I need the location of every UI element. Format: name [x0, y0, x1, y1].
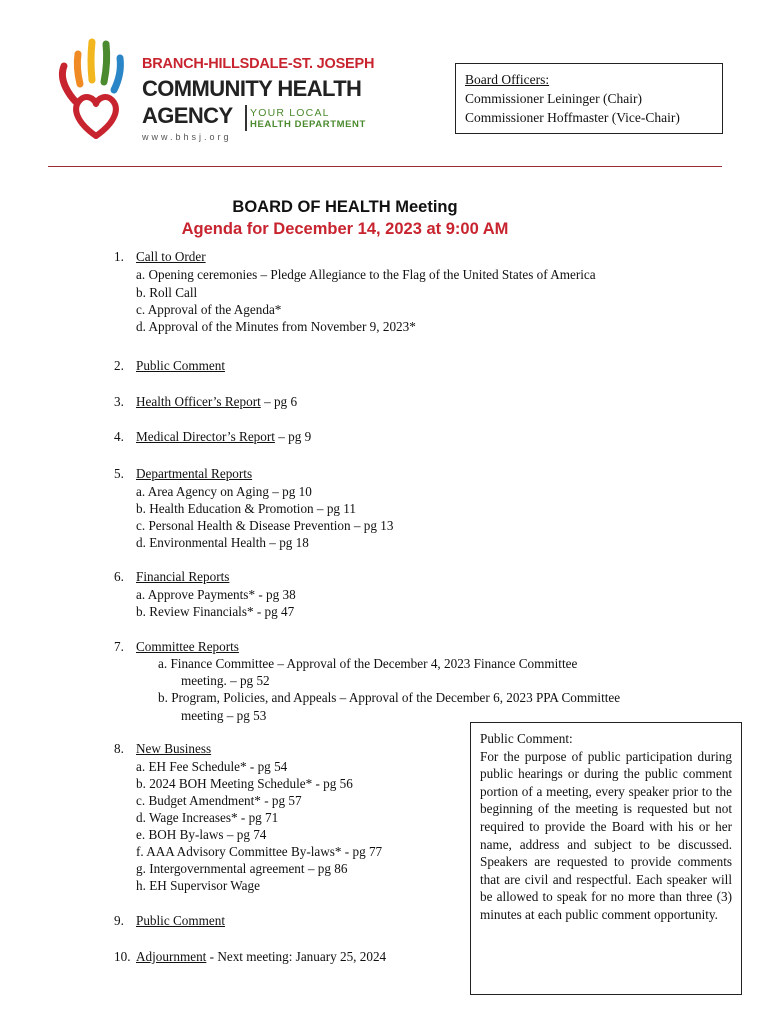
subitem: a. Area Agency on Aging – pg 10 [136, 484, 312, 499]
item-number: 4. [114, 429, 124, 444]
subitem: b. Review Financials* - pg 47 [136, 604, 295, 619]
subitem: g. Intergovernmental agreement – pg 86 [136, 861, 348, 876]
item-number: 9. [114, 913, 124, 928]
org-tagline-1: YOUR LOCAL [250, 107, 330, 119]
org-url: www.bhsj.org [142, 132, 232, 142]
item-medical-director-report [136, 428, 311, 445]
logo-divider [245, 105, 247, 131]
subitem: b. Health Education & Promotion – pg 11 [136, 501, 357, 516]
subitem: c. Approval of the Agenda* [136, 302, 282, 317]
agency-logo [56, 36, 386, 146]
subitem: a. Opening ceremonies – Pledge Allegiance to the Flag of the United States of America [136, 267, 596, 282]
subitem: b. Roll Call [136, 285, 198, 300]
item-next-meeting: - Next meeting: January 25, 2024 [206, 949, 387, 964]
subitem: c. Budget Amendment* - pg 57 [136, 793, 302, 808]
item-number: 6. [114, 569, 124, 584]
page-title: BOARD OF HEALTH Meeting [232, 198, 458, 216]
subitem: d. Approval of the Minutes from November 9, 2023* [136, 319, 416, 334]
subitem: f. AAA Advisory Committee By-laws* - pg 77 [136, 844, 383, 859]
item-number: 2. [114, 358, 124, 373]
subitem: c. Personal Health & Disease Prevention – pg 13 [136, 518, 394, 533]
item-public-comment: Public Comment [136, 358, 226, 373]
agenda-subtitle: Agenda for December 14, 2023 at 9:00 AM [181, 220, 509, 238]
org-name-line3: AGENCY [142, 103, 233, 128]
item-number: 5. [114, 466, 124, 481]
subitem: a. Approve Payments* - pg 38 [136, 587, 296, 602]
item-title: Health Officer’s Report [136, 394, 261, 409]
item-number: 7. [114, 639, 124, 654]
subitem: a. Finance Committee – Approval of the December 4, 2023 Finance Committee [158, 656, 578, 671]
item-number: 3. [114, 394, 124, 409]
item-number: 8. [114, 741, 124, 756]
officer-vice-chair: Commissioner Hoffmaster (Vice-Chair) [465, 110, 680, 125]
org-tagline-2: HEALTH DEPARTMENT [250, 119, 366, 130]
public-comment-heading: Public Comment: [480, 731, 573, 746]
hand-heart-logo-icon [56, 36, 140, 141]
subitem: b. 2024 BOH Meeting Schedule* - pg 56 [136, 776, 353, 791]
item-new-business: New Business [136, 741, 212, 756]
subitem: d. Wage Increases* - pg 71 [136, 810, 279, 825]
public-comment-body: For the purpose of public participation during public hearings or during the public comment portion of a meeting, every speaker prior to the beginning of the meeting is requested but not required to provide the Board with his or her name, address and subject to be discussed. Speakers are requested to provide comments that are civil and respectful. Each speaker will be allowed to speak for no more than three (3) minutes at each public comment opportunity. [480, 748, 732, 922]
item-financial-reports: Financial Reports [136, 569, 230, 584]
item-page: – pg 6 [260, 394, 298, 409]
subitem: a. EH Fee Schedule* - pg 54 [136, 759, 288, 774]
officers-heading: Board Officers: [465, 72, 550, 87]
officer-chair: Commissioner Leininger (Chair) [465, 91, 642, 106]
item-departmental-reports: Departmental Reports [136, 466, 253, 481]
subitem: b. Program, Policies, and Appeals – Approval of the December 6, 2023 PPA Committee [158, 690, 621, 705]
item-public-comment-2: Public Comment [136, 913, 226, 928]
subitem: h. EH Supervisor Wage [136, 878, 260, 893]
board-officers-box [455, 63, 723, 134]
item-committee-reports: Committee Reports [136, 639, 239, 654]
item-health-officer-report [136, 393, 297, 410]
org-name-line1: BRANCH-HILLSDALE-ST. JOSEPH [142, 56, 375, 72]
item-page: – pg 9 [274, 429, 312, 444]
subitem: e. BOH By-laws – pg 74 [136, 827, 267, 842]
subitem-cont: meeting – pg 53 [181, 708, 267, 723]
org-name-line2: COMMUNITY HEALTH [142, 76, 362, 101]
public-comment-box [470, 722, 742, 995]
item-title: Medical Director’s Report [136, 429, 275, 444]
subitem-cont: meeting. – pg 52 [181, 673, 270, 688]
item-number: 10. [114, 949, 131, 964]
item-number: 1. [114, 249, 124, 264]
header-rule [48, 166, 722, 167]
subitem: d. Environmental Health – pg 18 [136, 535, 309, 550]
item-adjournment [136, 948, 386, 965]
item-call-to-order: Call to Order [136, 249, 206, 264]
item-title: Adjournment [136, 949, 207, 964]
